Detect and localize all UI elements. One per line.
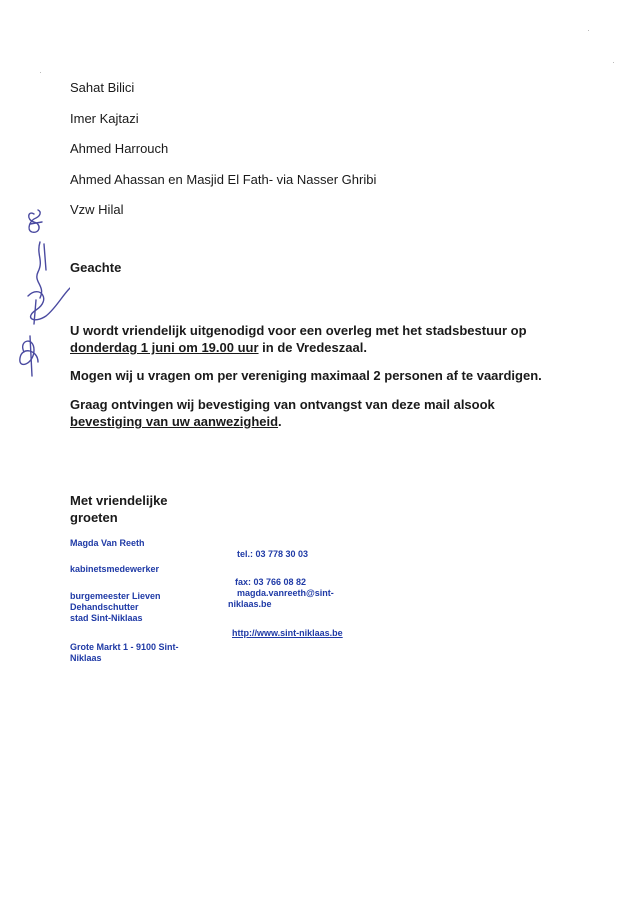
recipient-4: Ahmed Ahassan en Masjid El Fath- via Nasser Ghribi xyxy=(70,172,377,187)
signature-address-2: Niklaas xyxy=(70,653,102,663)
signature-org-3: stad Sint-Niklaas xyxy=(70,613,143,623)
signature-website-link[interactable]: http://www.sint-niklaas.be xyxy=(232,628,343,638)
closing-line-2: groeten xyxy=(70,510,118,525)
signature-org-1: burgemeester Lieven xyxy=(70,591,161,601)
meeting-date: donderdag 1 juni om 19.00 uur xyxy=(70,340,259,355)
signature-email-1[interactable]: magda.vanreeth@sint- xyxy=(237,588,334,598)
closing-line-1: Met vriendelijke xyxy=(70,493,168,508)
attendance-confirmation: bevestiging van uw aanwezigheid xyxy=(70,414,279,429)
handwriting-icon xyxy=(0,200,70,420)
signature-tel: tel.: 03 778 30 03 xyxy=(237,549,309,559)
invitation-line-1: U wordt vriendelijk uitgenodigd voor een overleg met het stadsbestuur op xyxy=(70,323,527,338)
confirmation-line-2 xyxy=(70,413,495,430)
salutation: Geachte xyxy=(70,260,122,275)
confirmation-paragraph xyxy=(70,396,495,430)
signature-org-2: Dehandschutter xyxy=(70,602,139,612)
invitation-paragraph xyxy=(70,322,527,356)
recipient-3: Ahmed Harrouch xyxy=(70,141,169,156)
closing xyxy=(70,492,168,526)
signature-email-2[interactable]: niklaas.be xyxy=(228,599,272,609)
signature-fax: fax: 03 766 08 82 xyxy=(235,577,307,587)
meeting-location: in de Vredeszaal. xyxy=(258,340,367,355)
signature-role: kabinetsmedewerker xyxy=(70,564,160,574)
confirmation-period: . xyxy=(278,414,282,429)
handwritten-margin-marks xyxy=(0,200,70,420)
recipient-5: Vzw Hilal xyxy=(70,202,124,217)
signature-name: Magda Van Reeth xyxy=(70,538,145,548)
recipient-1: Sahat Bilici xyxy=(70,80,135,95)
invitation-line-2 xyxy=(70,339,527,356)
recipient-2: Imer Kajtazi xyxy=(70,111,139,126)
delegation-paragraph: Mogen wij u vragen om per vereniging maximaal 2 personen af te vaardigen. xyxy=(70,368,542,383)
confirmation-line-1: Graag ontvingen wij bevestiging van ontvangst van deze mail alsook xyxy=(70,397,495,412)
signature-address-1: Grote Markt 1 - 9100 Sint- xyxy=(70,642,179,652)
